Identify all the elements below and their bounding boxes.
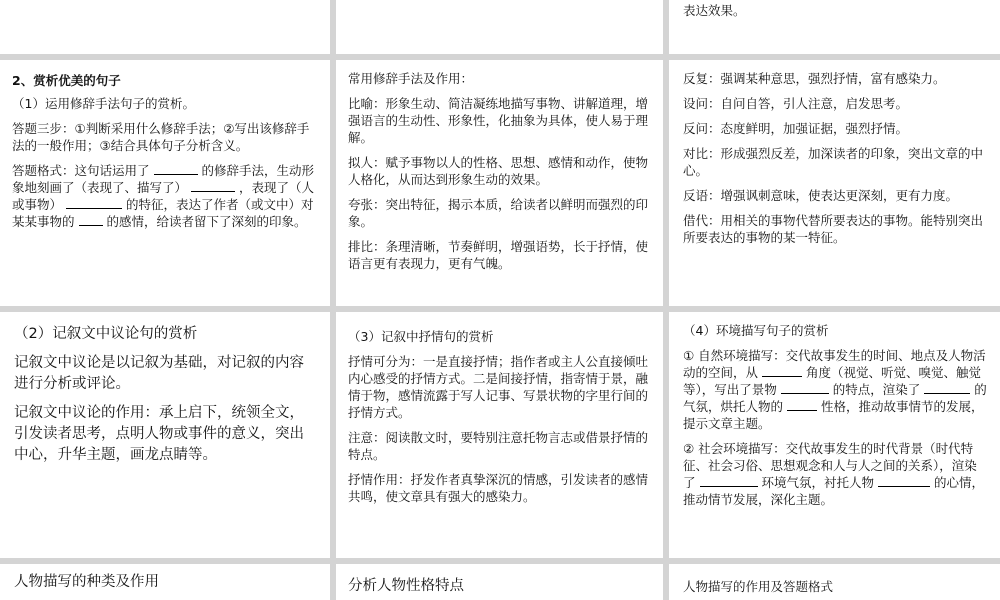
paragraph: 记叙文中议论的作用：承上启下，统领全文，引发读者思考，点明人物或事件的意义，突出中心，升华主题，画龙点睛等。 [14, 405, 304, 463]
blank-line [878, 474, 930, 487]
rhetoric-item: 拟人：赋予事物以人的性格、思想、感情和动作，使物人格化，从而达到形象生动的效果。 [348, 155, 649, 187]
blank-line [66, 196, 122, 209]
blank-line [781, 381, 829, 394]
section-title: （4）环境描写句子的赏析 [683, 323, 829, 338]
cell-lyrical-sentence [336, 312, 663, 558]
cell-top-right [669, 0, 1000, 54]
cell-bottom-left [0, 564, 330, 600]
cell-top-left [0, 0, 330, 54]
social-environment: ② 社会环境描写：交代故事发生的时代背景（时代特征、社会习俗、思想观念和人与人之间的关系），渲染了 环境气氛，衬托人物 的心情，推动情节发展，深化主题。 [683, 441, 984, 507]
rhetoric-item: 反复：强调某种意思，强烈抒情，富有感染力。 [683, 71, 946, 86]
top-right-text: 表达效果。 [683, 3, 746, 18]
paragraph: 抒情可分为：一是直接抒情；指作者或主人公直接倾吐内心感受的抒情方式。二是间接抒情，指寄情于景，融情于物，感情流露于写人记事、写景状物的字里行间的抒情方式。 [348, 354, 649, 420]
cell-bottom-right [669, 564, 1000, 600]
section-title: 人物描写的作用及答题格式 [683, 579, 834, 594]
cell-top-middle [336, 0, 663, 54]
blank-line [79, 213, 103, 226]
blank-line [191, 179, 235, 192]
rhetoric-title: 常用修辞手法及作用： [348, 71, 474, 86]
answer-steps: 答题三步：①判断采用什么修辞手法；②写出该修辞手法的一般作用；③结合具体句子分析含义。 [12, 121, 310, 153]
section-subtitle: （1）运用修辞手法句子的赏析。 [12, 96, 195, 111]
blank-line [154, 162, 198, 175]
natural-environment: ① 自然环境描写：交代故事发生的时间、地点及人物活动的空间，从 角度（视觉、听觉、嗅觉、触觉等），写出了景物 的特点，渲染了 的气氛，烘托人物的 性格，推动故事情节的发展，提示文章主题。 [683, 348, 987, 431]
blank-line [762, 364, 802, 377]
blank-line [787, 398, 817, 411]
rhetoric-item: 反问：态度鲜明，加强证据，强烈抒情。 [683, 121, 909, 136]
rhetoric-item: 对比：形成强烈反差，加深读者的印象，突出文章的中心。 [683, 146, 984, 178]
paragraph: 注意：阅读散文时，要特别注意托物言志或借景抒情的特点。 [348, 430, 649, 462]
cell-bottom-middle [336, 564, 663, 600]
rhetoric-item: 反语：增强讽刺意味，使表达更深刻，更有力度。 [683, 188, 959, 203]
section-title: 2、赏析优美的句子 [12, 73, 121, 88]
cell-argument-sentence [0, 312, 330, 558]
blank-line [924, 381, 970, 394]
answer-format: 答题格式：这句话运用了 的修辞手法，生动形象地刻画了（表现了、描写了） ，表现了（人或事物） 的特征，表达了作者（或文中）对某某事物的 的感情，给读者留下了深刻的印象。 [12, 163, 314, 229]
section-title: （3）记叙中抒情句的赏析 [348, 329, 494, 344]
rhetoric-item: 借代：用相关的事物代替所要表达的事物。能特别突出所要表达的事物的某一特征。 [683, 213, 984, 245]
section-title: （2）记叙文中议论句的赏析 [14, 326, 198, 342]
cell-rhetoric-list-a [336, 60, 663, 306]
section-title: 人物描写的种类及作用 [14, 574, 159, 590]
cell-rhetoric-list-b [669, 60, 1000, 306]
rhetoric-item: 排比：条理清晰，节奏鲜明，增强语势，长于抒情，使语言更有表现力，更有气魄。 [348, 239, 649, 271]
cell-sentence-appreciation [0, 60, 330, 306]
rhetoric-item: 设问：自问自答，引人注意，启发思考。 [683, 96, 909, 111]
rhetoric-item: 夸张：突出特征，揭示本质，给读者以鲜明而强烈的印象。 [348, 197, 649, 229]
paragraph: 抒情作用：抒发作者真挚深沉的情感，引发读者的感情共鸣，使文章具有强大的感染力。 [348, 472, 649, 504]
blank-line [700, 474, 758, 487]
rhetoric-item: 比喻：形象生动、简洁凝练地描写事物、讲解道理，增强语言的生动性、形象性，化抽象为具体，使人易于理解。 [348, 96, 649, 145]
section-title: 分析人物性格特点 [348, 578, 464, 594]
paragraph: 记叙文中议论是以记叙为基础，对记叙的内容进行分析或评论。 [14, 355, 304, 392]
cell-environment-description [669, 312, 1000, 558]
